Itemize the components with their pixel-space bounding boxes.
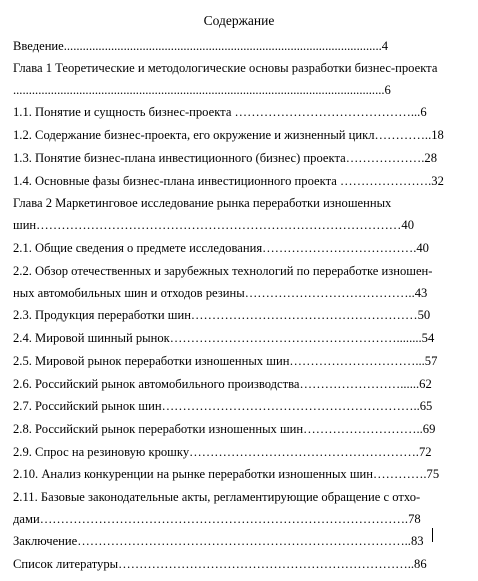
toc-line-conclusion: Заключение……………………………………………………………………..83: [13, 534, 424, 548]
toc-line-1-1: 1.1. Понятие и сущность бизнес-проекта ……………………………………...6: [13, 105, 427, 119]
toc-line-chapter-2-cont: шин……………………………………………………………………………40: [13, 218, 414, 232]
toc-line-chapter-2: Глава 2 Маркетинговое исследование рынка переработки изношенных: [13, 196, 392, 210]
toc-line-2-2-cont: ных автомобильных шин и отходов резины…………………………………..43: [13, 286, 428, 300]
toc-line-1-3: 1.3. Понятие бизнес-плана инвестиционного (бизнес) проекта……………….28: [13, 151, 437, 165]
toc-line-2-4: 2.4. Мировой шинный рынок………………………………………………........54: [13, 331, 435, 345]
toc-line-2-5: 2.5. Мировой рынок переработки изношенных шин…………………………...57: [13, 354, 438, 368]
toc-line-2-9: 2.9. Спрос на резиновую крошку……………………………………………….72: [13, 445, 432, 459]
toc-line-2-6: 2.6. Российский рынок автомобильного производства……………………......62: [13, 377, 432, 391]
text-cursor: [432, 528, 433, 542]
toc-line-1-4: 1.4. Основные фазы бизнес-плана инвестиционного проекта ………………….32: [13, 174, 444, 188]
toc-line-chapter-1: Глава 1 Теоретические и методологические основы разработки бизнес-проекта: [13, 61, 438, 75]
toc-line-references: Список литературы……………………………………………………………..86: [13, 557, 427, 571]
toc-line-2-11-cont: дами…………………………………………………………………………….78: [13, 512, 421, 526]
toc-line-introduction: Введение.....................................................................................................4: [13, 39, 389, 53]
toc-line-2-11: 2.11. Базовые законодательные акты, регламентирующие обращение с отхо-: [13, 490, 421, 504]
toc-line-2-2: 2.2. Обзор отечественных и зарубежных технологий по переработке изношен-: [13, 264, 433, 278]
toc-line-2-1: 2.1. Общие сведения о предмете исследования……………………………….40: [13, 241, 429, 255]
toc-line-2-8: 2.8. Российский рынок переработки изношенных шин………………………..69: [13, 422, 436, 436]
toc-line-2-10: 2.10. Анализ конкуренции на рынке переработки изношенных шин………….75: [13, 467, 440, 481]
toc-line-1-2: 1.2. Содержание бизнес-проекта, его окружение и жизненный цикл…………..18: [13, 128, 444, 142]
toc-line-2-7: 2.7. Российский рынок шин……………………………………………………..65: [13, 399, 433, 413]
toc-line-chapter-1-page: ......................................................................................................................6: [13, 83, 391, 97]
document-title: Содержание: [203, 13, 275, 28]
toc-line-2-3: 2.3. Продукция переработки шин………………………………………………50: [13, 308, 431, 322]
